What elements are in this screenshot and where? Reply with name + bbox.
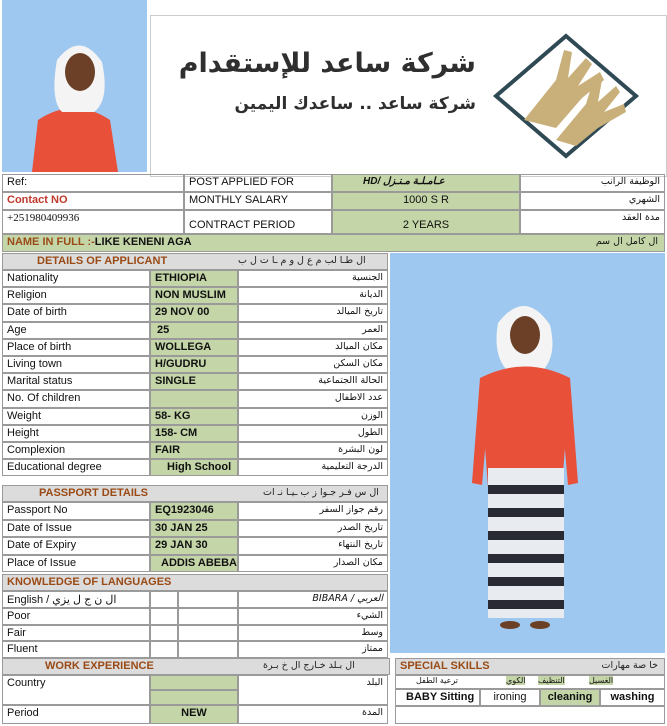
detail-row-label: Religion [2,287,150,304]
skill-ar-washing: الغسيل [589,676,614,685]
work-header-ar: ال بـلد خـارج ال خ بـرة [263,660,355,671]
detail-row-label: Complexion [2,442,150,459]
applicant-portrait-full [390,253,665,653]
period-label: Period [2,705,150,724]
detail-row-label: Date of birth [2,304,150,321]
passport-row-value: ADDIS ABEBA [150,555,238,573]
skills-header-ar: خا صة مهارات [601,660,658,671]
salary-ar: الشهري [520,192,665,210]
period-value: NEW [150,705,238,724]
detail-row-value: WOLLEGA [150,339,238,356]
full-body-photo [390,253,665,653]
lang-row-ar: وسط [238,625,388,642]
passport-row-value: 29 JAN 30 [150,537,238,555]
languages-header: KNOWLEDGE OF LANGUAGES [2,574,388,591]
lang-row-ar: ممتاز [238,641,388,658]
passport-row-ar: مكان الصدار [238,555,388,573]
detail-row-ar: مكان الميالد [238,339,388,356]
country-ar: البلد [238,675,388,705]
skill-washing: washing [600,689,665,706]
skills-header-label: SPECIAL SKILLS [400,660,490,672]
skill-baby-sitting: BABY Sitting [395,689,480,706]
detail-row-value: 25 [150,322,238,339]
work-header [2,658,390,675]
detail-row-ar: الدرجة التعليمية [238,459,388,476]
passport-row-label: Date of Expiry [2,537,150,555]
country-label: Country [2,675,150,705]
skill-ar-ironing: الكوي [506,676,526,685]
company-logo-banner [150,15,667,177]
name-row [2,234,665,252]
skills-header [395,658,665,675]
lang-row-cell-2 [178,608,238,625]
details-header-ar: ال طـا لب م ع ل و م ـا ت ل ب [238,255,366,266]
lang-row-cell-1 [150,641,178,658]
skills-ar-row [395,675,665,689]
skill-ironing: ironing [480,689,540,706]
salary-value: 1000 S R [332,192,520,210]
passport-row-label: Place of Issue [2,555,150,573]
passport-header-ar: ال س فـر جـوا ز ب ـيـا نـ ات [263,487,379,498]
ref-label: Ref: [2,174,184,192]
detail-row-ar: الجنسية [238,270,388,287]
lang-row-cell-2 [178,641,238,658]
skill-cleaning: cleaning [540,689,600,706]
detail-row-value: NON MUSLIM [150,287,238,304]
detail-row-ar: تاريخ الميالد [238,304,388,321]
detail-row-value: ETHIOPIA [150,270,238,287]
detail-row-label: Living town [2,356,150,373]
name-label: NAME IN FULL :- [7,236,95,248]
applicant-portrait-small [2,0,147,172]
contract-value: 2 YEARS [332,210,520,234]
contact-label: Contact NO [2,192,184,210]
logo-subtitle: شركة ساعد .. ساعدك اليمين [234,94,476,114]
detail-row-value: SINGLE [150,373,238,390]
detail-row-ar: الديانة [238,287,388,304]
passport-row-ar: تاريخ الصدر [238,520,388,538]
contract-label: CONTRACT PERIOD [184,210,332,234]
lang-row-label: Poor [2,608,150,625]
post-ar: الوظيفة الرانب [520,174,665,192]
detail-row-value: FAIR [150,442,238,459]
country-value-2 [150,690,238,705]
detail-row-ar: الوزن [238,408,388,425]
detail-row-label: Place of birth [2,339,150,356]
small-photo [2,0,147,172]
detail-row-label: Marital status [2,373,150,390]
detail-row-label: Height [2,425,150,442]
passport-row-ar: رقم جواز السفر [238,502,388,520]
work-header-label: WORK EXPERIENCE [45,660,154,672]
contact-value: +251980409936 [2,210,184,234]
name-ar: ال كامل ال سم [595,236,658,247]
passport-row-label: Passport No [2,502,150,520]
detail-row-value [150,390,238,407]
detail-row-ar: العمر [238,322,388,339]
skill-ar-baby: ترعية الطفل [416,676,458,685]
passport-row-label: Date of Issue [2,520,150,538]
detail-row-ar: الطول [238,425,388,442]
passport-row-ar: تاريخ النتهاء [238,537,388,555]
lang-row-ar: الشيء [238,608,388,625]
english-label: English / ال ن ج ل يزي [2,591,150,608]
hands-logo-icon [486,28,646,163]
passport-header-label: PASSPORT DETAILS [39,487,148,499]
period-ar: المدة [238,705,388,724]
lang-row-label: Fair [2,625,150,642]
lang-col-1 [150,591,178,608]
lang-row-cell-1 [150,625,178,642]
detail-row-ar: لون البشرة [238,442,388,459]
passport-row-value: 30 JAN 25 [150,520,238,538]
details-header-label: DETAILS OF APPLICANT [37,255,168,267]
detail-row-ar: مكان السكن [238,356,388,373]
detail-row-value: H/GUDRU [150,356,238,373]
contract-ar: مدة العقد [520,210,665,234]
detail-row-label: Weight [2,408,150,425]
logo-title: شركة ساعد للإستقدام [178,48,476,79]
post-label: POST APPLIED FOR [184,174,332,192]
skill-ar-cleaning: التنظيف [538,676,565,685]
lang-col-2 [178,591,238,608]
detail-row-label: No. Of children [2,390,150,407]
country-value [150,675,238,690]
detail-row-label: Educational degree [2,459,150,476]
detail-row-ar: الحالة االجتماعية [238,373,388,390]
passport-header [2,485,388,502]
details-header [2,253,388,270]
detail-row-value: High School [150,459,238,476]
passport-row-value: EQ1923046 [150,502,238,520]
lang-row-cell-1 [150,608,178,625]
skills-empty-row [395,706,665,724]
salary-label: MONTHLY SALARY [184,192,332,210]
lang-row-cell-2 [178,625,238,642]
detail-row-label: Nationality [2,270,150,287]
lang-row-label: Fluent [2,641,150,658]
arabic-label: BIBARA / العربي [238,591,388,608]
detail-row-value: 29 NOV 00 [150,304,238,321]
detail-row-ar: عدد الاطفال [238,390,388,407]
detail-row-value: 158- CM [150,425,238,442]
detail-row-label: Age [2,322,150,339]
detail-row-value: 58- KG [150,408,238,425]
name-value: LIKE KENENI AGA [94,236,192,248]
post-value: HD/ عـامـلـة مـنـزل [332,174,520,192]
